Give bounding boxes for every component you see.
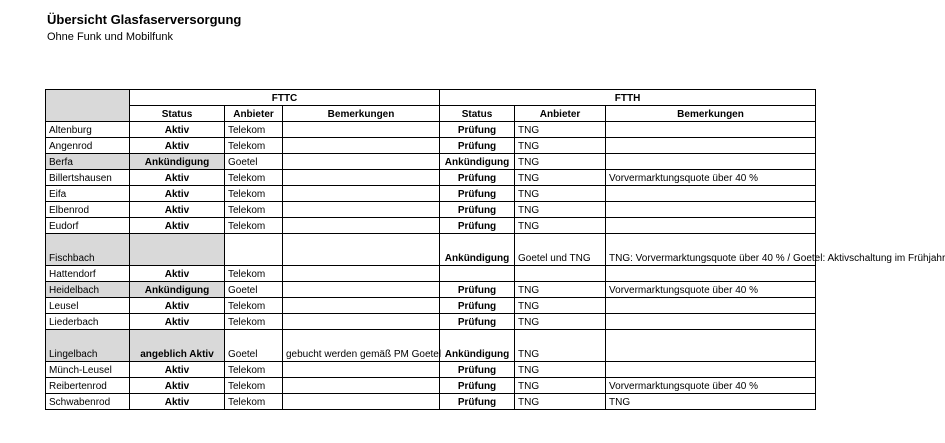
ftth-status-cell: Ankündigung — [440, 154, 515, 170]
ftth-provider-cell: TNG — [515, 122, 606, 138]
fttc-provider-cell: Goetel — [225, 282, 283, 298]
table-row — [46, 314, 816, 330]
place-cell: Münch-Leusel — [46, 362, 130, 378]
table-row — [46, 122, 816, 138]
ftth-status-cell: Prüfung — [440, 218, 515, 234]
ftth-status-cell — [440, 266, 515, 282]
fttc-status-cell: Aktiv — [130, 122, 225, 138]
ftth-provider-cell: TNG — [515, 170, 606, 186]
group-header-row — [46, 90, 816, 106]
fttc-status-cell: Aktiv — [130, 266, 225, 282]
ftth-provider-cell: TNG — [515, 202, 606, 218]
fttc-remarks-cell — [283, 394, 440, 410]
ftth-status-cell: Prüfung — [440, 298, 515, 314]
fttc-remarks-cell — [283, 282, 440, 298]
ftth-provider-cell: TNG — [515, 362, 606, 378]
place-cell: Leusel — [46, 298, 130, 314]
table-row — [46, 202, 816, 218]
fttc-provider-cell: Telekom — [225, 266, 283, 282]
ftth-remarks-cell: TNG: Vorvermarktungsquote über 40 % / Goetel: Aktivschaltung im Frühjahr — [606, 234, 816, 266]
place-cell: Lingelbach — [46, 330, 130, 362]
table-row — [46, 282, 816, 298]
ftth-status-cell: Ankündigung — [440, 234, 515, 266]
ftth-remarks-cell — [606, 330, 816, 362]
fttc-remarks-cell — [283, 122, 440, 138]
fttc-provider-cell: Telekom — [225, 186, 283, 202]
fttc-remarks-cell — [283, 234, 440, 266]
fttc-remarks-cell — [283, 138, 440, 154]
place-cell: Billertshausen — [46, 170, 130, 186]
table-row — [46, 234, 816, 266]
fttc-remarks-cell — [283, 202, 440, 218]
ftth-remarks-cell — [606, 186, 816, 202]
ftth-status-cell: Prüfung — [440, 378, 515, 394]
fttc-provider-cell: Telekom — [225, 378, 283, 394]
fttc-status-cell: Ankündigung — [130, 154, 225, 170]
ftth-status-cell: Prüfung — [440, 122, 515, 138]
fttc-status-cell: Aktiv — [130, 362, 225, 378]
fttc-remarks-cell — [283, 154, 440, 170]
fttc-remarks-cell — [283, 170, 440, 186]
ftth-provider-cell: TNG — [515, 218, 606, 234]
ftth-remarks-cell: Vorvermarktungsquote über 40 % — [606, 170, 816, 186]
place-cell: Liederbach — [46, 314, 130, 330]
fttc-status-cell: Aktiv — [130, 170, 225, 186]
fttc-status-cell: Aktiv — [130, 218, 225, 234]
ftth-provider-cell: TNG — [515, 298, 606, 314]
fttc-remarks-cell — [283, 218, 440, 234]
place-cell: Elbenrod — [46, 202, 130, 218]
fttc-provider-cell — [225, 234, 283, 266]
fttc-status-cell: Aktiv — [130, 138, 225, 154]
fttc-status-cell: angeblich Aktiv — [130, 330, 225, 362]
ftth-provider-cell — [515, 266, 606, 282]
fttc-remarks-cell — [283, 362, 440, 378]
fttc-provider-cell: Telekom — [225, 138, 283, 154]
place-cell: Heidelbach — [46, 282, 130, 298]
fttc-status-cell: Aktiv — [130, 186, 225, 202]
place-cell: Fischbach — [46, 234, 130, 266]
ftth-status-cell: Prüfung — [440, 202, 515, 218]
ftth-remarks-cell — [606, 314, 816, 330]
fttc-provider-cell: Telekom — [225, 218, 283, 234]
ftth-provider-cell: TNG — [515, 282, 606, 298]
ftth-remarks-header: Bemerkungen — [606, 106, 816, 122]
fttc-provider-cell: Telekom — [225, 394, 283, 410]
fttc-remarks-cell: gebucht werden gemäß PM Goetel — [283, 330, 440, 362]
table-row — [46, 138, 816, 154]
ftth-status-cell: Prüfung — [440, 170, 515, 186]
fttc-status-cell: Aktiv — [130, 378, 225, 394]
ftth-group-header: FTTH — [440, 90, 816, 106]
fttc-status-cell: Ankündigung — [130, 282, 225, 298]
ftth-status-cell: Prüfung — [440, 362, 515, 378]
ftth-remarks-cell — [606, 266, 816, 282]
table-row — [46, 394, 816, 410]
fttc-status-cell: Aktiv — [130, 314, 225, 330]
ftth-remarks-cell — [606, 202, 816, 218]
fttc-group-header: FTTC — [130, 90, 440, 106]
ftth-status-header: Status — [440, 106, 515, 122]
ftth-provider-cell: TNG — [515, 314, 606, 330]
place-cell: Reibertenrod — [46, 378, 130, 394]
place-cell: Eifa — [46, 186, 130, 202]
fttc-status-header: Status — [130, 106, 225, 122]
ftth-provider-cell: TNG — [515, 394, 606, 410]
fttc-status-cell — [130, 234, 225, 266]
fttc-status-cell: Aktiv — [130, 394, 225, 410]
place-cell: Eudorf — [46, 218, 130, 234]
fttc-provider-cell: Telekom — [225, 362, 283, 378]
place-cell: Hattendorf — [46, 266, 130, 282]
document-title: Übersicht Glasfaserversorgung — [47, 12, 242, 27]
ftth-remarks-cell — [606, 154, 816, 170]
ftth-provider-cell: TNG — [515, 330, 606, 362]
fttc-provider-cell: Telekom — [225, 314, 283, 330]
ftth-provider-cell: TNG — [515, 186, 606, 202]
fttc-provider-cell: Telekom — [225, 202, 283, 218]
fttc-provider-cell: Goetel — [225, 330, 283, 362]
ftth-provider-cell: Goetel und TNG — [515, 234, 606, 266]
fttc-remarks-cell — [283, 266, 440, 282]
fiber-supply-table — [45, 89, 945, 410]
ftth-provider-cell: TNG — [515, 378, 606, 394]
ftth-remarks-cell — [606, 122, 816, 138]
document-subtitle: Ohne Funk und Mobilfunk — [47, 31, 173, 43]
table-row — [46, 378, 816, 394]
place-cell: Angenrod — [46, 138, 130, 154]
ftth-status-cell: Prüfung — [440, 394, 515, 410]
table-row — [46, 266, 816, 282]
ftth-status-cell: Prüfung — [440, 138, 515, 154]
fttc-remarks-header: Bemerkungen — [283, 106, 440, 122]
fttc-remarks-cell — [283, 186, 440, 202]
ftth-remarks-cell — [606, 362, 816, 378]
fttc-status-cell: Aktiv — [130, 298, 225, 314]
table-row — [46, 170, 816, 186]
fttc-remarks-cell — [283, 298, 440, 314]
fttc-provider-header: Anbieter — [225, 106, 283, 122]
ftth-remarks-cell: TNG — [606, 394, 816, 410]
ftth-provider-cell: TNG — [515, 138, 606, 154]
fttc-provider-cell: Goetel — [225, 154, 283, 170]
fttc-remarks-cell — [283, 314, 440, 330]
table-row — [46, 154, 816, 170]
place-cell: Altenburg — [46, 122, 130, 138]
ftth-status-cell: Prüfung — [440, 314, 515, 330]
table-row — [46, 218, 816, 234]
place-cell: Schwabenrod — [46, 394, 130, 410]
ftth-status-cell: Ankündigung — [440, 330, 515, 362]
ftth-remarks-cell — [606, 138, 816, 154]
ftth-provider-header: Anbieter — [515, 106, 606, 122]
column-header-row — [46, 106, 816, 122]
ftth-remarks-cell — [606, 298, 816, 314]
fttc-provider-cell: Telekom — [225, 170, 283, 186]
place-cell: Berfa — [46, 154, 130, 170]
table-row — [46, 330, 816, 362]
table-row — [46, 362, 816, 378]
fttc-remarks-cell — [283, 378, 440, 394]
ftth-status-cell: Prüfung — [440, 186, 515, 202]
ftth-remarks-cell — [606, 218, 816, 234]
fttc-provider-cell: Telekom — [225, 298, 283, 314]
table-row — [46, 186, 816, 202]
fttc-provider-cell: Telekom — [225, 122, 283, 138]
ftth-remarks-cell: Vorvermarktungsquote über 40 % — [606, 282, 816, 298]
ftth-status-cell: Prüfung — [440, 282, 515, 298]
fttc-status-cell: Aktiv — [130, 202, 225, 218]
corner-cell — [46, 90, 130, 122]
table-row — [46, 298, 816, 314]
ftth-remarks-cell: Vorvermarktungsquote über 40 % — [606, 378, 816, 394]
ftth-provider-cell: TNG — [515, 154, 606, 170]
